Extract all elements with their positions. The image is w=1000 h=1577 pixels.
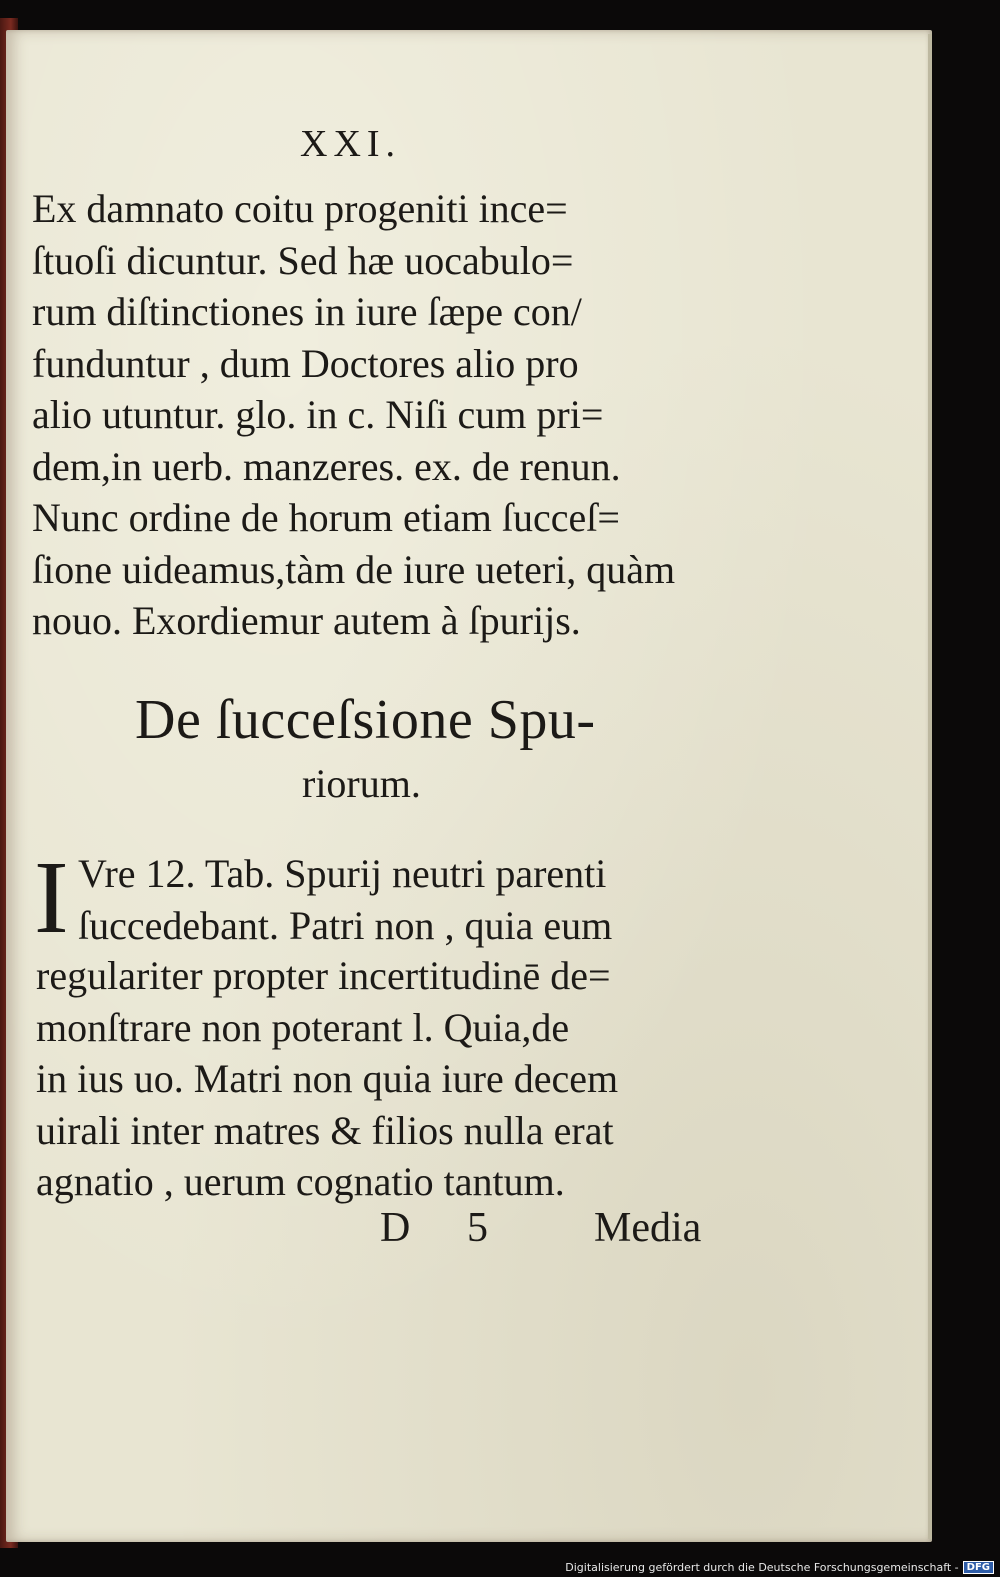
text-line: agnatio , uerum cognatio tantum. <box>36 1159 565 1204</box>
signature-mark-number: 5 <box>467 1205 488 1251</box>
text-line: in ius uo. Matri non quia iure decem <box>36 1056 619 1101</box>
text-line: Nunc ordine de horum etiam ſucceſ= <box>32 495 620 540</box>
text-line: Vre 12. Tab. Spurij neutri parenti <box>78 851 607 896</box>
paragraph-2-opening <box>78 848 718 951</box>
section-heading-continuation: riorum. <box>302 761 421 806</box>
dfg-logo: DFG <box>963 1561 994 1574</box>
section-heading: De ſucceſsione Spu- <box>135 689 596 751</box>
text-line: alio utuntur. glo. in c. Niſi cum pri= <box>32 392 604 437</box>
text-line: Ex damnato coitu progeniti ince= <box>32 186 568 231</box>
page-edge <box>928 34 932 1539</box>
paragraph-2 <box>36 950 726 1208</box>
text-line: ſtuoſi dicuntur. Sed hæ uocabulo= <box>32 237 574 283</box>
digitization-credit <box>565 1561 994 1574</box>
text-line: uirali inter matres & filios nulla erat <box>36 1107 614 1153</box>
text-line: nouo. Exordiemur autem à ſpurijs. <box>32 598 581 643</box>
text-line: ſione uideamus,tàm de iure ueteri, quàm <box>32 546 676 592</box>
running-head: XXI. <box>300 123 402 165</box>
text-line: ſuccedebant. Patri non , quia eum <box>78 902 613 948</box>
text-line: dem,in uerb. manzeres. ex. de renun. <box>32 443 621 489</box>
credit-text: Digitalisierung gefördert durch die Deutsche Forschungsgemeinschaft - <box>565 1561 959 1574</box>
text-line: funduntur , dum Doctores alio pro <box>32 340 579 386</box>
signature-mark-letter: D <box>380 1205 411 1251</box>
text-line: monſtrare non poterant l. Quia,de <box>36 1004 570 1050</box>
drop-cap: I <box>34 840 69 955</box>
text-line: regulariter propter incertitudinē de= <box>36 953 611 998</box>
catchword: Media <box>594 1205 702 1251</box>
paragraph-1 <box>32 183 722 647</box>
text-line: rum diſtinctiones in iure ſæpe con/ <box>32 289 582 334</box>
